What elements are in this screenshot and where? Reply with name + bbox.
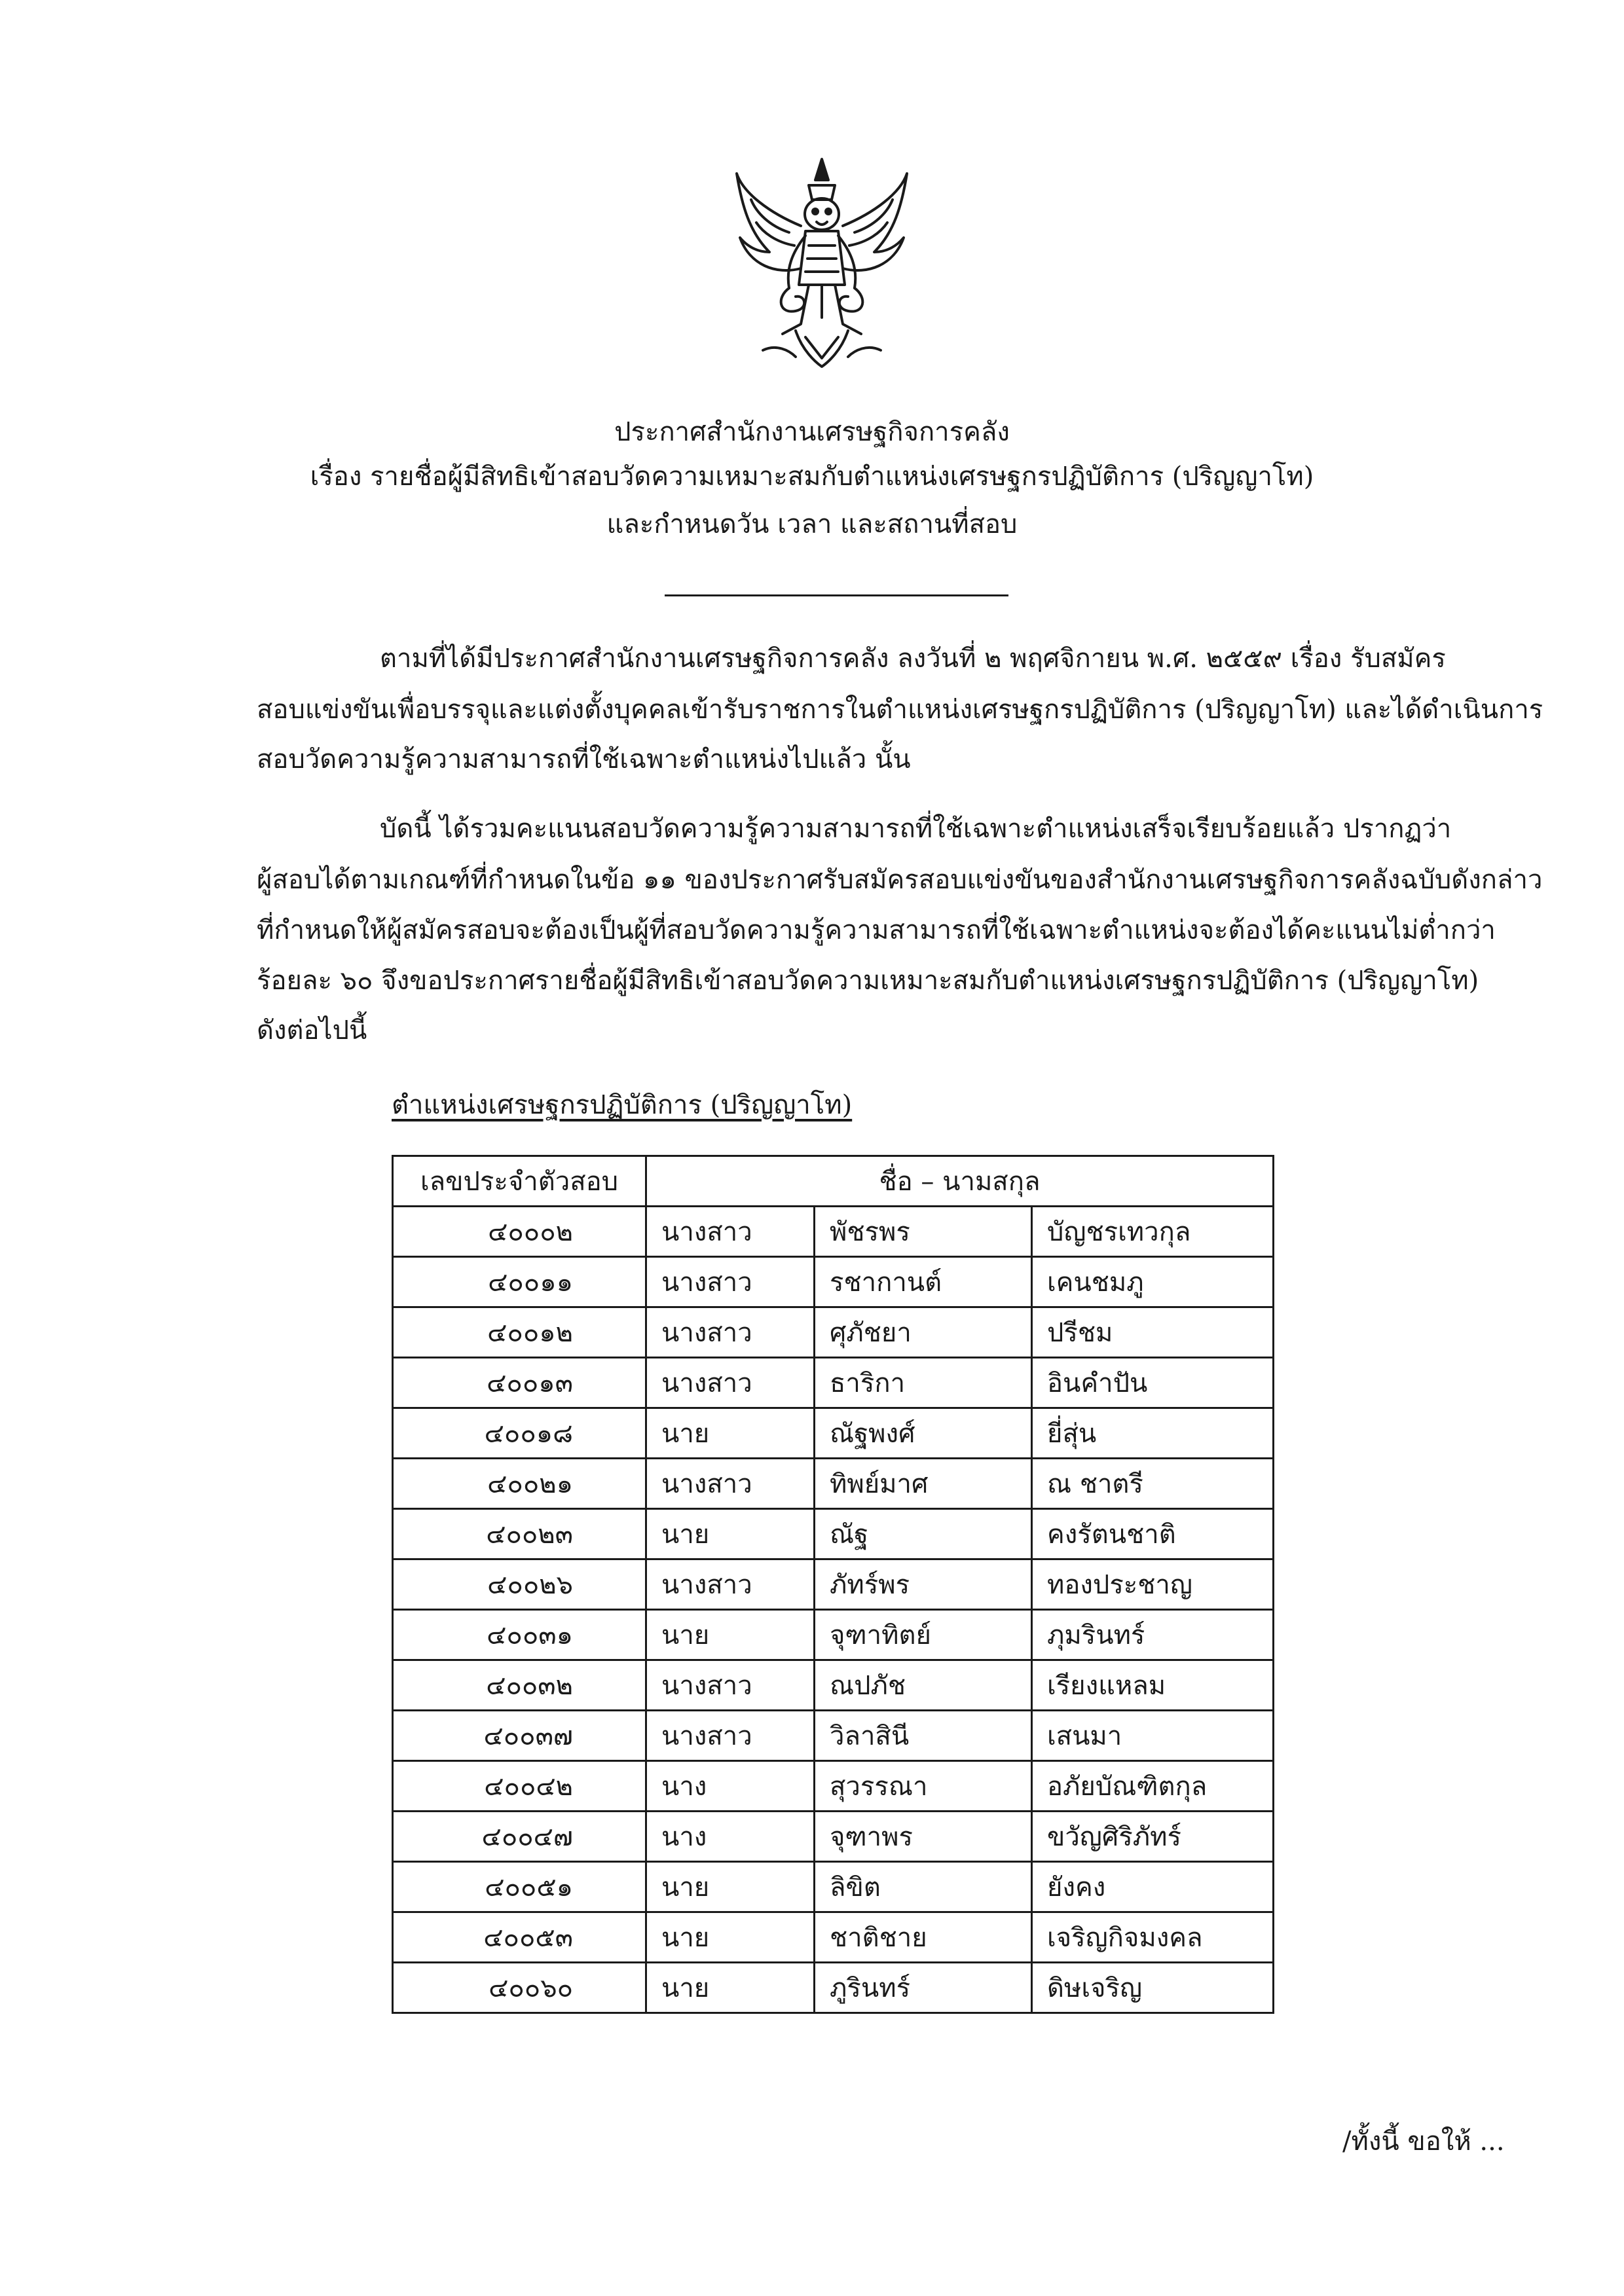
name-title: นางสาว — [646, 1559, 815, 1610]
garuda-emblem-icon — [724, 154, 920, 370]
last-name: ยี่สุ่น — [1032, 1408, 1274, 1459]
continuation-note: /ทั้งนี้ ขอให้ ... — [1342, 2126, 1505, 2157]
exam-id: ๔๐๐๒๑ — [393, 1459, 646, 1509]
paragraph1-line3: สอบวัดความรู้ความสามารถที่ใช้เฉพาะตำแหน่งไปแล้ว นั้น — [257, 744, 911, 774]
first-name: จุฑาพร — [815, 1812, 1032, 1862]
header-exam-id: เลขประจำตัวสอบ — [393, 1156, 646, 1207]
table-row — [393, 1257, 1274, 1307]
first-name: ธาริกา — [815, 1358, 1032, 1408]
first-name: ณัฐ — [815, 1509, 1032, 1559]
name-title: นาย — [646, 1408, 815, 1459]
exam-id: ๔๐๐๕๑ — [393, 1862, 646, 1912]
paragraph2-line3: ที่กำหนดให้ผู้สมัครสอบจะต้องเป็นผู้ที่สอบวัดความรู้ความสามารถที่ใช้เฉพาะตำแหน่งจะต้องได้คะแนนไม่ต่ำกว่า — [257, 915, 1496, 945]
first-name: ศุภัชยา — [815, 1307, 1032, 1358]
exam-id: ๔๐๐๑๘ — [393, 1408, 646, 1459]
paragraph1-line1: ตามที่ได้มีประกาศสำนักงานเศรษฐกิจการคลัง ลงวันที่ ๒ พฤศจิกายน พ.ศ. ๒๕๕๙ เรื่อง รับสมัคร — [380, 644, 1446, 674]
announcement-subject: เรื่อง รายชื่อผู้มีสิทธิเข้าสอบวัดความเหมาะสมกับตำแหน่งเศรษฐกรปฏิบัติการ (ปริญญาโท) — [310, 462, 1314, 492]
last-name: คงรัตนชาติ — [1032, 1509, 1274, 1559]
first-name: ณปภัช — [815, 1660, 1032, 1711]
name-title: นางสาว — [646, 1257, 815, 1307]
table-row — [393, 1610, 1274, 1660]
exam-id: ๔๐๐๓๗ — [393, 1711, 646, 1761]
exam-id: ๔๐๐๓๑ — [393, 1610, 646, 1660]
first-name: ทิพย์มาศ — [815, 1459, 1032, 1509]
table-row — [393, 1862, 1274, 1912]
exam-id: ๔๐๐๔๒ — [393, 1761, 646, 1812]
table-row — [393, 1509, 1274, 1559]
paragraph2-line2: ผู้สอบได้ตามเกณฑ์ที่กำหนดในข้อ ๑๑ ของประกาศรับสมัครสอบแข่งขันของสำนักงานเศรษฐกิจการคลังฉบับดังกล่าว — [257, 865, 1543, 895]
last-name: เคนชมภู — [1032, 1257, 1274, 1307]
name-title: นางสาว — [646, 1459, 815, 1509]
table-row — [393, 1912, 1274, 1963]
table-row — [393, 1711, 1274, 1761]
name-title: นาย — [646, 1963, 815, 2013]
table-row — [393, 1207, 1274, 1257]
table-row — [393, 1459, 1274, 1509]
announcement-subject-cont: และกำหนดวัน เวลา และสถานที่สอบ — [606, 509, 1018, 539]
name-title: นาย — [646, 1610, 815, 1660]
name-title: นางสาว — [646, 1207, 815, 1257]
first-name: พัชรพร — [815, 1207, 1032, 1257]
exam-id: ๔๐๐๕๓ — [393, 1912, 646, 1963]
exam-id: ๔๐๐๒๖ — [393, 1559, 646, 1610]
name-title: นาย — [646, 1509, 815, 1559]
table-row — [393, 1358, 1274, 1408]
table-body — [393, 1207, 1274, 2013]
exam-id: ๔๐๐๑๑ — [393, 1257, 646, 1307]
last-name: บัญชรเทวกุล — [1032, 1207, 1274, 1257]
first-name: ภูรินทร์ — [815, 1963, 1032, 2013]
table-row — [393, 1559, 1274, 1610]
exam-id: ๔๐๐๐๒ — [393, 1207, 646, 1257]
candidates-table — [392, 1155, 1274, 2014]
name-title: นางสาว — [646, 1307, 815, 1358]
last-name: ณ ชาตรี — [1032, 1459, 1274, 1509]
paragraph1-line2: สอบแข่งขันเพื่อบรรจุและแต่งตั้งบุคคลเข้ารับราชการในตำแหน่งเศรษฐกรปฏิบัติการ (ปริญญาโท) และได้ดำเนินการ — [257, 695, 1543, 725]
paragraph2-line5: ดังต่อไปนี้ — [257, 1015, 367, 1046]
first-name: ชาติชาย — [815, 1912, 1032, 1963]
first-name: ลิขิต — [815, 1862, 1032, 1912]
last-name: อินคำปัน — [1032, 1358, 1274, 1408]
last-name: ปรีชม — [1032, 1307, 1274, 1358]
last-name: ทองประชาญ — [1032, 1559, 1274, 1610]
first-name: ภัทร์พร — [815, 1559, 1032, 1610]
table-row — [393, 1307, 1274, 1358]
header-full-name: ชื่อ – นามสกุล — [646, 1156, 1274, 1207]
last-name: ขวัญศิริภัทร์ — [1032, 1812, 1274, 1862]
first-name: จุฑาทิตย์ — [815, 1610, 1032, 1660]
announcement-title: ประกาศสำนักงานเศรษฐกิจการคลัง — [614, 417, 1010, 447]
first-name: สุวรรณา — [815, 1761, 1032, 1812]
name-title: นาย — [646, 1912, 815, 1963]
exam-id: ๔๐๐๑๓ — [393, 1358, 646, 1408]
name-title: นางสาว — [646, 1660, 815, 1711]
exam-id: ๔๐๐๒๓ — [393, 1509, 646, 1559]
paragraph2-line1: บัดนี้ ได้รวมคะแนนสอบวัดความรู้ความสามารถที่ใช้เฉพาะตำแหน่งเสร็จเรียบร้อยแล้ว ปรากฏว่า — [380, 814, 1452, 844]
name-title: นางสาว — [646, 1358, 815, 1408]
table-row — [393, 1408, 1274, 1459]
exam-id: ๔๐๐๓๒ — [393, 1660, 646, 1711]
exam-id: ๔๐๐๑๒ — [393, 1307, 646, 1358]
first-name: วิลาสินี — [815, 1711, 1032, 1761]
exam-id: ๔๐๐๖๐ — [393, 1963, 646, 2013]
last-name: อภัยบัณฑิตกุล — [1032, 1761, 1274, 1812]
table-row — [393, 1761, 1274, 1812]
last-name: ดิษเจริญ — [1032, 1963, 1274, 2013]
name-title: นาง — [646, 1761, 815, 1812]
table-row — [393, 1660, 1274, 1711]
paragraph2-line4: ร้อยละ ๖๐ จึงขอประกาศรายชื่อผู้มีสิทธิเข้าสอบวัดความเหมาะสมกับตำแหน่งเศรษฐกรปฏิบัติการ (ปริญญาโท) — [257, 966, 1479, 996]
last-name: ภุมรินทร์ — [1032, 1610, 1274, 1660]
last-name: เสนมา — [1032, 1711, 1274, 1761]
name-title: นางสาว — [646, 1711, 815, 1761]
name-title: นาง — [646, 1812, 815, 1862]
table-row — [393, 1963, 1274, 2013]
last-name: ยังคง — [1032, 1862, 1274, 1912]
first-name: รชากานต์ — [815, 1257, 1032, 1307]
table-header-row — [393, 1156, 1274, 1207]
header-divider — [665, 594, 1008, 596]
exam-id: ๔๐๐๔๗ — [393, 1812, 646, 1862]
first-name: ณัฐพงศ์ — [815, 1408, 1032, 1459]
last-name: เจริญกิจมงคล — [1032, 1912, 1274, 1963]
last-name: เรียงแหลม — [1032, 1660, 1274, 1711]
table-row — [393, 1812, 1274, 1862]
section-heading: ตำแหน่งเศรษฐกรปฏิบัติการ (ปริญญาโท) — [392, 1090, 853, 1120]
name-title: นาย — [646, 1862, 815, 1912]
